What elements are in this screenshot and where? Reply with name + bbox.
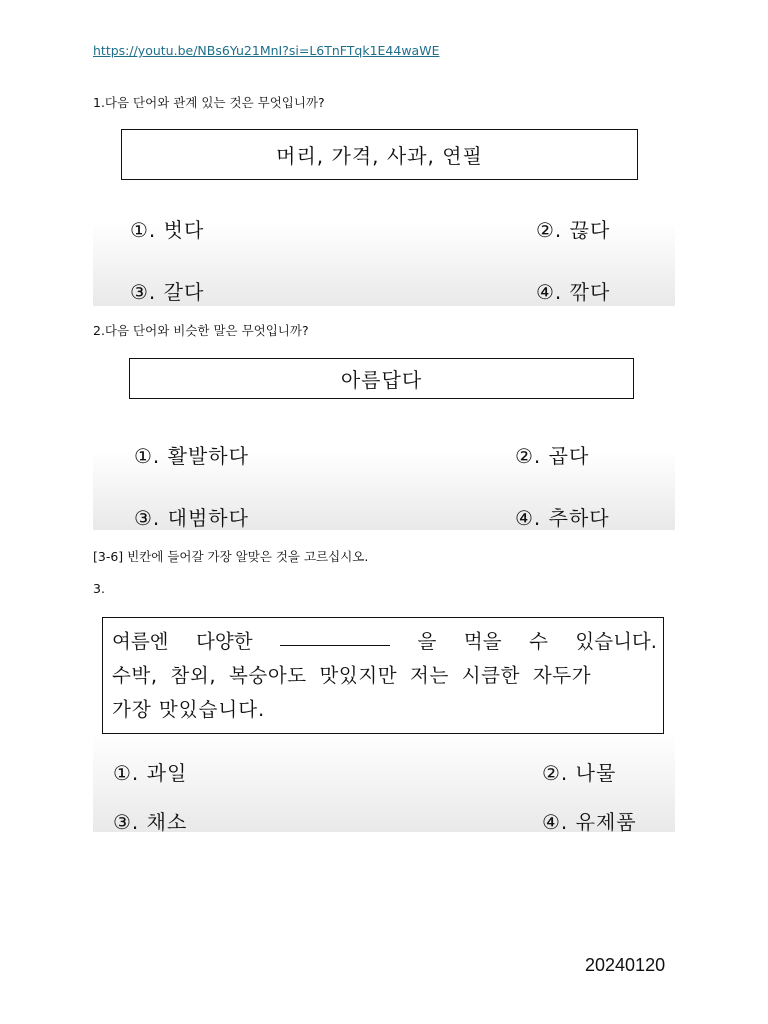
question-2-option-3[interactable]: ③. 대범하다 [134, 506, 249, 530]
passage-word: 을 [417, 630, 437, 653]
passage-word: 여름엔 [112, 630, 169, 653]
section-heading: [3-6] 빈칸에 들어갈 가장 알맞은 것을 고르십시오. [93, 549, 369, 564]
passage-word: 수 [529, 630, 548, 653]
passage-line-2 [112, 659, 663, 693]
answer-blank [280, 625, 390, 646]
question-1-word-box: 머리, 가격, 사과, 연필 [121, 129, 638, 180]
question-3-panel [93, 610, 675, 832]
question-1-option-1[interactable]: ①. 벗다 [130, 218, 205, 242]
question-2-option-1[interactable]: ①. 활발하다 [134, 444, 249, 468]
question-1-option-3[interactable]: ③. 갈다 [130, 280, 205, 304]
question-2-option-2[interactable]: ②. 곱다 [515, 444, 590, 468]
question-3-option-3[interactable]: ③. 채소 [113, 810, 188, 832]
passage-word: 있습니다. [575, 630, 657, 653]
question-2-title: 2.다음 단어와 비슷한 말은 무엇입니까? [93, 323, 309, 338]
passage-text: 가장 맛있습니다. [112, 698, 266, 721]
passage-line-3 [112, 693, 663, 727]
question-3-option-1[interactable]: ①. 과일 [113, 761, 188, 785]
passage-word: 다양한 [196, 630, 253, 653]
date-stamp: 20240120 [585, 955, 666, 975]
question-2-panel [93, 354, 675, 530]
youtube-link[interactable]: https://youtu.be/NBs6Yu21MnI?si=L6TnFTqk1E44waWE [93, 43, 440, 58]
question-1-panel [93, 118, 675, 306]
question-3-option-2[interactable]: ②. 나물 [542, 761, 617, 785]
question-2-option-4[interactable]: ④. 추하다 [515, 506, 610, 530]
question-1-title: 1.다음 단어와 관계 있는 것은 무엇입니까? [93, 95, 325, 110]
passage-text: 수박, 참외, 복숭아도 맛있지만 저는 시큼한 자두가 [112, 664, 592, 687]
question-2-word-box: 아름답다 [129, 358, 634, 399]
question-3-number: 3. [93, 581, 105, 596]
question-3-option-4[interactable]: ④. 유제품 [542, 810, 637, 832]
passage-word: 먹을 [463, 630, 502, 653]
question-1-option-4[interactable]: ④. 깎다 [536, 280, 611, 304]
passage-line-1 [112, 625, 663, 659]
question-3-passage-box [102, 617, 664, 734]
question-1-option-2[interactable]: ②. 끊다 [536, 218, 611, 242]
